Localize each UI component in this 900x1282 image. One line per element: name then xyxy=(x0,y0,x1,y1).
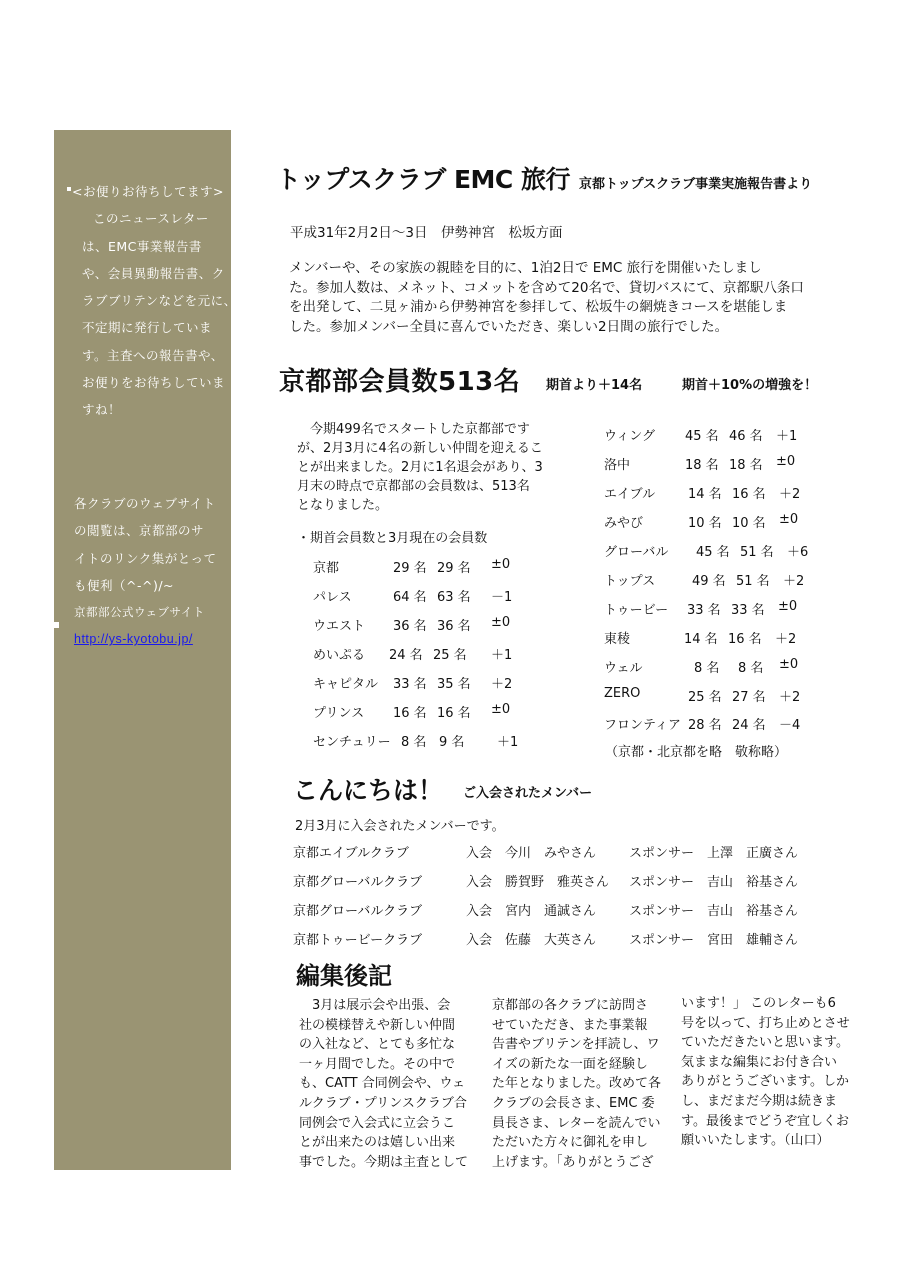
sidebar-web-line: も便利（^-^)/~ xyxy=(74,577,175,593)
postscript-line: た年となりました。改めて各 xyxy=(492,1076,662,1092)
postscript-line: 3月は展示会や出張、会 xyxy=(299,998,451,1013)
welcome-subtitle: ご入会されたメンバー xyxy=(463,786,593,801)
new-member-club: 京都グローバルクラブ xyxy=(293,904,423,919)
postscript-line: 京都部の各クラブに訪問さ xyxy=(492,998,649,1013)
postscript-line: 上げます。「ありがとうござ xyxy=(492,1154,654,1170)
club-start: 29 名 xyxy=(393,561,427,576)
club-diff: ＋1 xyxy=(497,735,519,750)
club-name: 東稜 xyxy=(604,632,631,647)
club-diff: ±0 xyxy=(779,512,799,527)
club-diff: ＋2 xyxy=(779,487,801,502)
club-diff: ±0 xyxy=(491,615,511,630)
new-member-sponsor: スポンサー 吉山 裕基さん xyxy=(629,904,799,919)
trip-body xyxy=(289,259,819,337)
club-name: パレス xyxy=(313,590,352,605)
club-diff: ±0 xyxy=(491,702,511,717)
sidebar-notice-line: は、EMC事業報告書 xyxy=(82,238,202,254)
club-name: エイブル xyxy=(604,487,656,502)
members-intro xyxy=(297,420,543,515)
club-now: 27 名 xyxy=(732,690,766,705)
new-member-club: 京都エイブルクラブ xyxy=(293,846,409,861)
sidebar-notice-line: <お便りお待ちしてます> xyxy=(72,184,224,199)
club-start: 33 名 xyxy=(393,677,427,692)
postscript-line: 事でした。今期は主査として xyxy=(299,1154,469,1170)
club-now: 9 名 xyxy=(439,735,465,750)
postscript-line: ありがとうございます。しか xyxy=(681,1074,849,1090)
club-start: 45 名 xyxy=(696,545,730,560)
club-diff: ±0 xyxy=(491,557,511,572)
club-now: 18 名 xyxy=(729,458,763,473)
club-diff: ＋6 xyxy=(787,545,809,560)
members-note: （京都・北京都を略 敬称略） xyxy=(605,745,788,760)
postscript-line: ただいた方々に御礼を申し xyxy=(492,1135,649,1151)
sidebar-notice xyxy=(68,178,237,424)
new-member-sponsor: スポンサー 吉山 裕基さん xyxy=(629,875,799,890)
postscript-line: も、CATT 合同例会や、ウェ xyxy=(299,1076,465,1092)
new-member-club: 京都トゥービークラブ xyxy=(293,933,423,948)
club-diff: －4 xyxy=(779,718,801,733)
club-now: 51 名 xyxy=(740,545,774,560)
club-name: グローバル xyxy=(604,545,669,560)
trip-body-line: メンバーや、その家族の親睦を目的に、1泊2日で EMC 旅行を開催いたしまし xyxy=(289,260,762,276)
club-start: 33 名 xyxy=(687,603,721,618)
postscript-column-2 xyxy=(492,996,661,1172)
postscript-line: 同例会で入会式に立会うこ xyxy=(299,1115,456,1131)
postscript-line: とが出来たのは嬉しい出来 xyxy=(299,1135,456,1151)
club-now: 16 名 xyxy=(732,487,766,502)
club-now: 25 名 xyxy=(433,648,467,663)
postscript-line: クラブの会長さま、EMC 委 xyxy=(492,1095,655,1111)
sidebar-site-link[interactable]: http://ys-kyotobu.jp/ xyxy=(74,632,193,647)
members-title: 京都部会員数513名 xyxy=(279,367,521,397)
postscript-line: せていただき、また事業報 xyxy=(492,1017,648,1033)
club-start: 8 名 xyxy=(401,735,427,750)
members-intro-line: とが出来ました。2月に1名退会があり、3 xyxy=(297,460,543,475)
club-name: 京都 xyxy=(313,561,340,576)
trip-body-line: た。参加人数は、メネット、コメットを含めて20名で、貸切バスにて、京都駅八条口 xyxy=(289,279,804,296)
club-name: ウエスト xyxy=(313,619,366,634)
welcome-title: こんにちは！ xyxy=(293,776,444,805)
new-member-sponsor: スポンサー 上澤 正廣さん xyxy=(629,846,799,861)
club-diff: ±0 xyxy=(776,454,796,469)
postscript-line: 号を以って、打ち止めとさせ xyxy=(681,1015,850,1031)
club-name: ウェル xyxy=(604,661,643,676)
club-start: 10 名 xyxy=(688,516,722,531)
club-now: 33 名 xyxy=(731,603,765,618)
postscript-line: す。最後までどうぞ宜しくお xyxy=(681,1113,849,1129)
club-diff: ＋1 xyxy=(776,429,798,444)
club-start: 24 名 xyxy=(389,648,423,663)
club-start: 14 名 xyxy=(688,487,722,502)
new-member-club: 京都グローバルクラブ xyxy=(293,875,423,890)
postscript-line: ルクラブ・プリンスクラブ合 xyxy=(299,1095,467,1111)
trip-body-line: した。参加メンバー全員に喜んでいただき、楽しい2日間の旅行でした。 xyxy=(289,318,729,335)
club-name: プリンス xyxy=(313,706,365,721)
trip-subtitle: 京都トップスクラブ事業実施報告書より xyxy=(579,177,813,192)
club-now: 46 名 xyxy=(729,429,763,444)
club-now: 24 名 xyxy=(732,718,766,733)
postscript-line: イズの新たな一面を経験し xyxy=(492,1056,648,1072)
sidebar-notice-line: このニュースレター xyxy=(80,211,209,227)
welcome-intro: 2月3月に入会されたメンバーです。 xyxy=(295,819,505,834)
trip-body-line: を出発して、二見ヶ浦から伊勢神宮を参拝して、松坂牛の網焼きコースを堪能しま xyxy=(289,299,788,315)
club-name: 洛中 xyxy=(604,458,631,473)
club-name: フロンティア xyxy=(604,718,681,733)
sidebar-notice-line: や、会員異動報告書、ク xyxy=(82,265,225,281)
club-start: 36 名 xyxy=(393,619,427,634)
new-member-name: 入会 佐藤 大英さん xyxy=(466,933,597,948)
club-diff: －1 xyxy=(491,590,513,605)
club-start: 8 名 xyxy=(694,661,720,676)
club-name: キャピタル xyxy=(313,677,379,692)
postscript-line: 社の模様替えや新しい仲間 xyxy=(299,1017,456,1033)
members-table-heading: ・期首会員数と3月現在の会員数 xyxy=(297,531,488,546)
club-start: 64 名 xyxy=(393,590,427,605)
club-start: 45 名 xyxy=(685,429,719,444)
club-start: 49 名 xyxy=(692,574,726,589)
postscript-title: 編集後記 xyxy=(296,962,392,990)
sidebar-notice-line: す。主査への報告書や、 xyxy=(82,347,224,363)
new-member-name: 入会 宮内 通誠さん xyxy=(466,904,597,919)
members-intro-line: となりました。 xyxy=(297,498,389,513)
club-start: 18 名 xyxy=(685,458,719,473)
club-start: 14 名 xyxy=(684,632,718,647)
club-name: ZERO xyxy=(604,686,641,701)
sidebar-site-label: 京都部公式ウェブサイト xyxy=(74,605,205,620)
club-diff: ＋2 xyxy=(491,677,513,692)
club-diff: ＋2 xyxy=(783,574,805,589)
members-growth: 期首より＋14名 xyxy=(546,378,643,393)
sidebar-notice-line: お便りをお待ちしていま xyxy=(82,375,226,391)
club-name: センチュリー xyxy=(313,735,391,750)
club-start: 16 名 xyxy=(393,706,427,721)
new-member-sponsor: スポンサー 宮田 雄輔さん xyxy=(629,933,799,948)
members-intro-line: 今期499名でスタートした京都部です xyxy=(297,422,530,437)
postscript-line: います！」 このレターも6 xyxy=(681,996,836,1011)
club-diff: ＋1 xyxy=(491,648,513,663)
postscript-line: 一ヶ月間でした。その中で xyxy=(299,1056,456,1072)
new-member-name: 入会 勝賀野 雅英さん xyxy=(466,875,610,890)
postscript-line: 告書やブリテンを拝読し、ワ xyxy=(492,1037,660,1053)
club-now: 16 名 xyxy=(728,632,762,647)
postscript-line: 気ままな編集にお付き合い xyxy=(681,1054,838,1070)
club-name: みやび xyxy=(604,516,644,531)
postscript-line: 員長さま、レターを読んでい xyxy=(492,1115,661,1131)
club-name: めいぷる xyxy=(313,648,366,663)
club-now: 63 名 xyxy=(437,590,471,605)
club-now: 16 名 xyxy=(437,706,471,721)
trip-date: 平成31年2月2日～3日 伊勢神宮 松坂方面 xyxy=(290,225,563,241)
trip-title: トップスクラブ EMC 旅行 xyxy=(276,165,570,194)
club-diff: ±0 xyxy=(778,599,798,614)
postscript-line: し、まだまだ今期は続きま xyxy=(681,1093,838,1109)
club-now: 10 名 xyxy=(732,516,766,531)
club-name: ウィング xyxy=(604,429,655,444)
sidebar-notice-line: 不定期に発行していま xyxy=(82,320,213,336)
club-now: 36 名 xyxy=(437,619,471,634)
club-start: 25 名 xyxy=(688,690,722,705)
members-goal: 期首＋10%の増強を！ xyxy=(682,378,818,393)
sidebar-link-dot xyxy=(54,622,59,628)
postscript-line: 願いいたします。（山口） xyxy=(681,1133,830,1149)
sidebar-notice-line: ラブブリテンなどを元に、 xyxy=(82,293,237,309)
club-diff: ＋2 xyxy=(775,632,797,647)
club-name: トゥービー xyxy=(604,603,669,618)
members-intro-line: が、2月3月に4名の新しい仲間を迎えるこ xyxy=(297,441,543,456)
club-now: 8 名 xyxy=(738,661,764,676)
club-now: 29 名 xyxy=(437,561,471,576)
postscript-line: の入社など、とても多忙な xyxy=(299,1037,456,1053)
sidebar-notice-line: すね！ xyxy=(82,402,122,418)
sidebar-web-line: 各クラブのウェブサイト xyxy=(74,496,216,511)
postscript-column-3 xyxy=(681,994,850,1151)
club-start: 28 名 xyxy=(688,718,722,733)
sidebar-web-info xyxy=(74,490,229,654)
sidebar-web-line: イトのリンク集がとって xyxy=(74,550,217,566)
club-diff: ±0 xyxy=(779,657,799,672)
club-name: トップス xyxy=(604,574,656,589)
new-member-name: 入会 今川 みやさん xyxy=(466,846,597,861)
sidebar-web-line: の閲覧は、京都部のサ xyxy=(74,523,205,539)
members-intro-line: 月末の時点で京都部の会員数は、513名 xyxy=(297,479,530,494)
club-now: 51 名 xyxy=(736,574,770,589)
club-now: 35 名 xyxy=(437,677,471,692)
postscript-column-1 xyxy=(299,996,468,1172)
sidebar xyxy=(54,130,237,1170)
club-diff: ＋2 xyxy=(779,690,801,705)
postscript-line: ていただきたいと思います。 xyxy=(681,1035,849,1051)
